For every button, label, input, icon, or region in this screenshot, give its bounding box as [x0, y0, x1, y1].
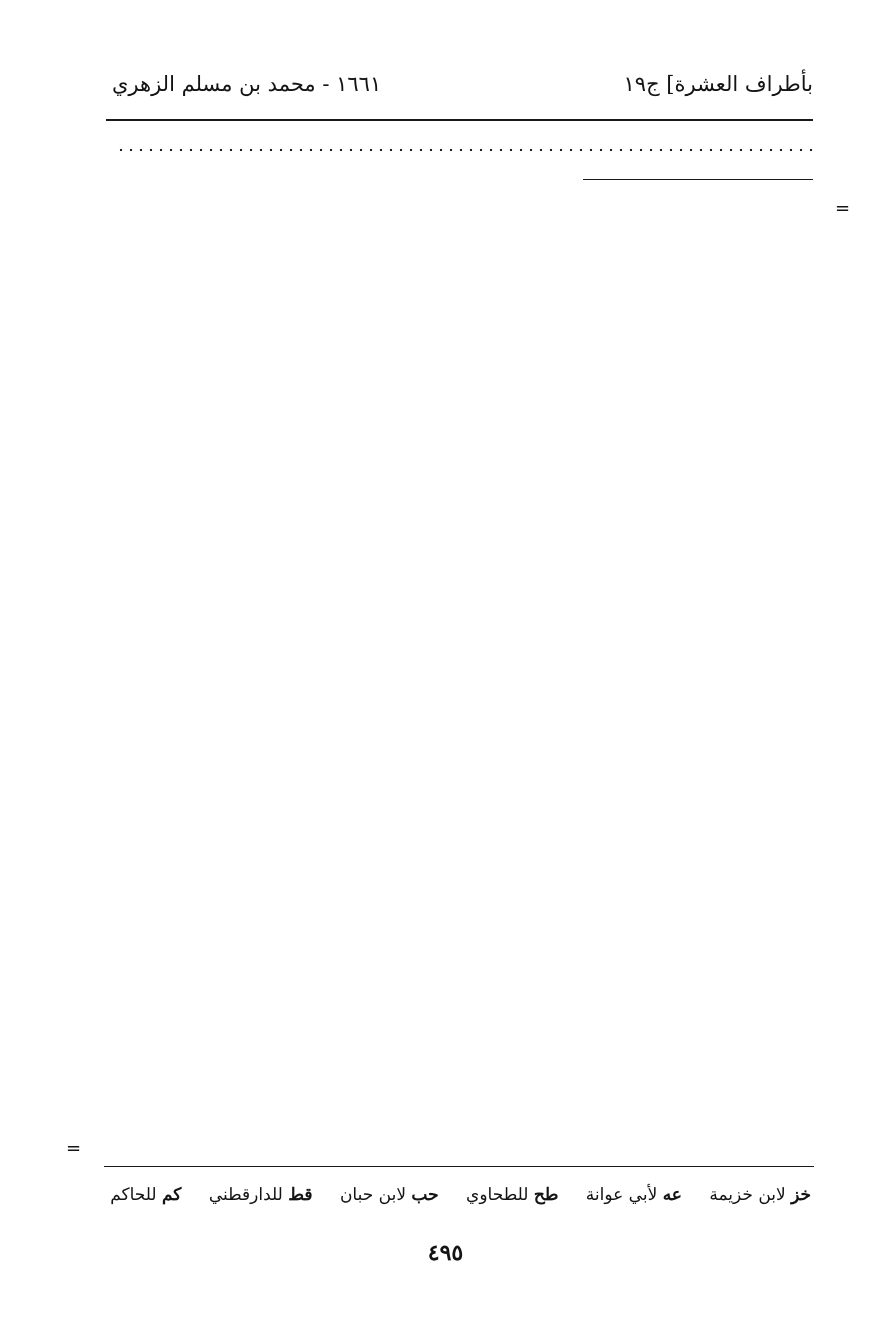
- footer-rule: [104, 1166, 814, 1167]
- legend-label: لأبي عوانة: [585, 1185, 658, 1205]
- legend-abbr: قط: [288, 1185, 313, 1205]
- running-header-author: ١٦٦١ - محمد بن مسلم الزهري: [112, 72, 382, 96]
- running-header-volume: بأطراف العشرة] ج١٩: [623, 72, 813, 96]
- short-rule: [583, 179, 813, 180]
- legend-abbr: خز: [791, 1185, 811, 1205]
- legend-abbr: طح: [533, 1185, 559, 1205]
- legend-label: لابن خزيمة: [709, 1185, 786, 1205]
- dotted-separator: [116, 146, 813, 154]
- abbreviation-legend: [110, 1185, 811, 1205]
- legend-label: لابن حبان: [339, 1185, 407, 1205]
- margin-marker-top: =: [835, 198, 851, 219]
- legend-abbr: حب: [411, 1185, 439, 1205]
- legend-abbr: كم: [161, 1185, 182, 1205]
- page-number: ٤٩٥: [427, 1240, 464, 1266]
- legend-label: للحاكم: [110, 1185, 157, 1205]
- legend-abbr: عه: [662, 1185, 682, 1205]
- legend-label: للطحاوي: [466, 1185, 529, 1205]
- header-rule: [106, 119, 813, 121]
- margin-marker-bottom: =: [66, 1138, 82, 1159]
- legend-label: للدارقطني: [208, 1185, 283, 1205]
